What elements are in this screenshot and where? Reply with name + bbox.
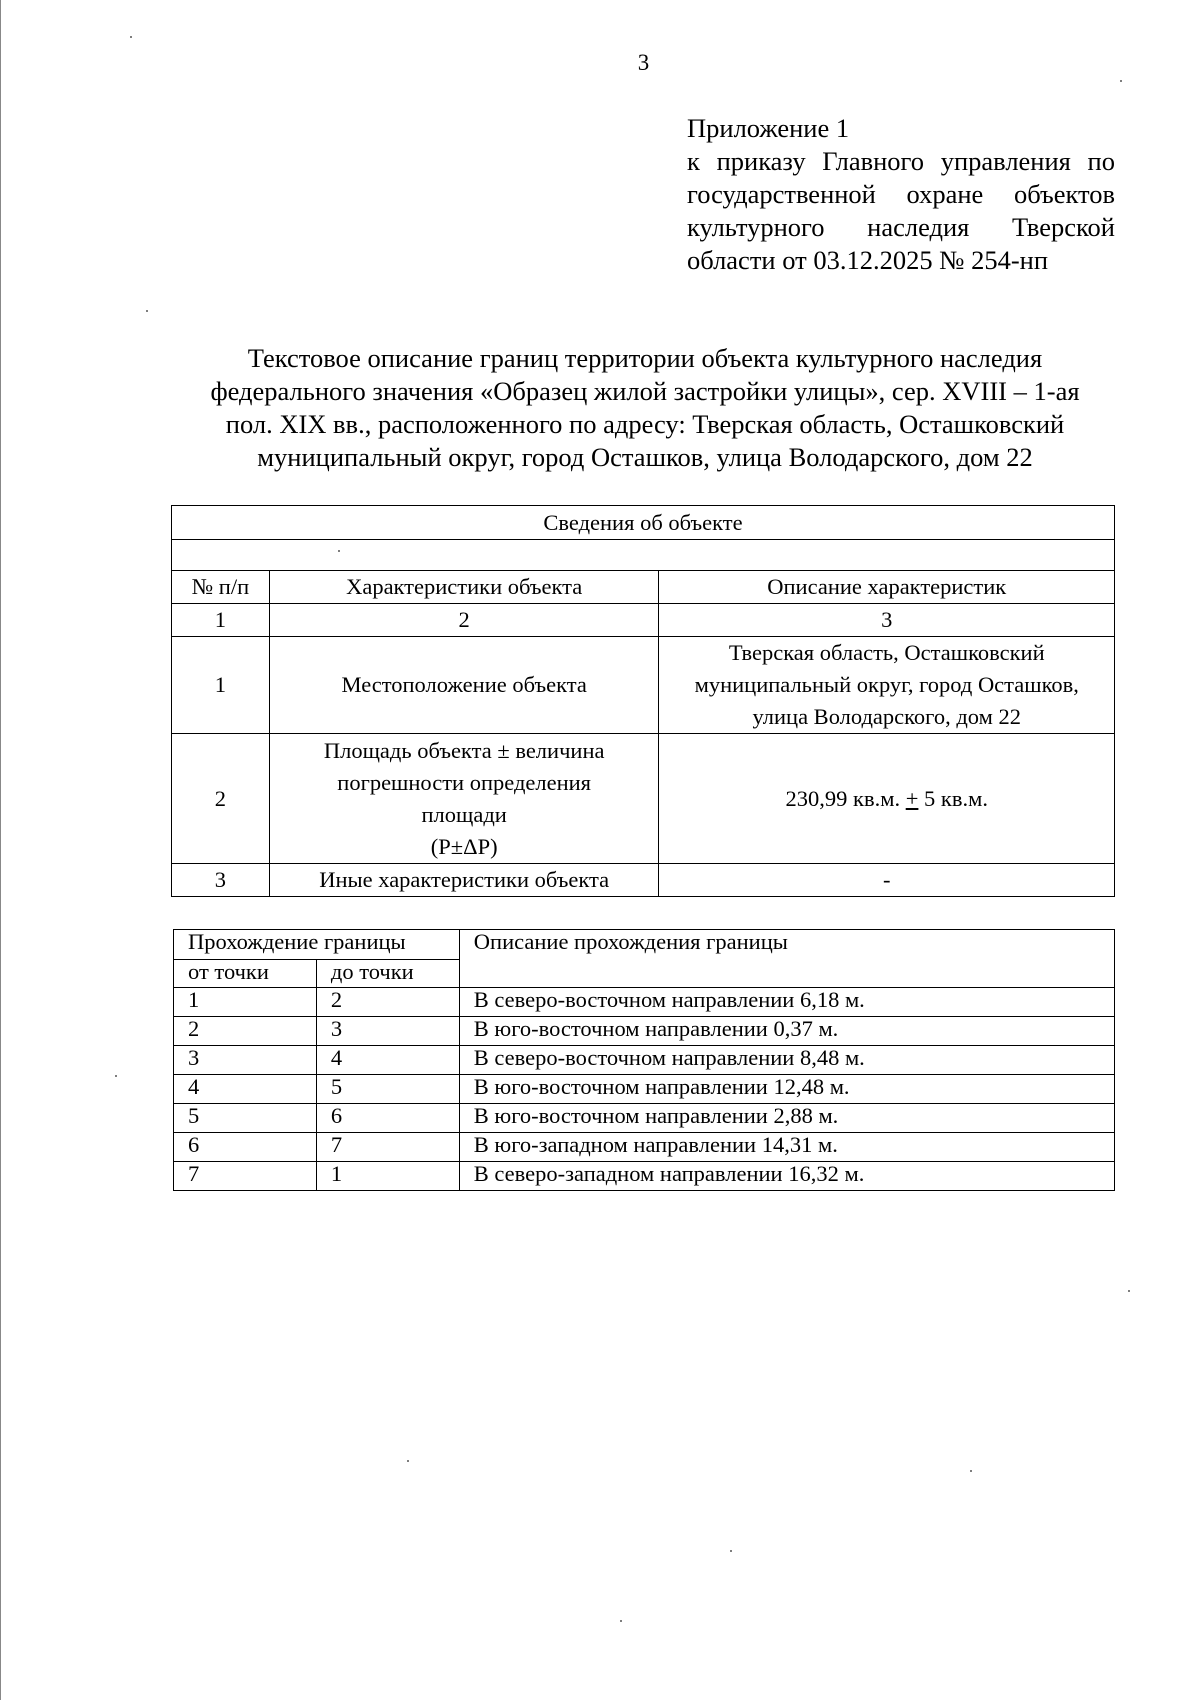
table-row	[174, 988, 1115, 1017]
appendix-line: культурного наследия Тверской	[687, 212, 1115, 242]
row-num: 2	[172, 734, 270, 864]
page-number: 3	[637, 50, 650, 75]
row-num: 1	[172, 637, 270, 734]
boundary-to-header: до точки	[316, 960, 459, 988]
scan-speck	[730, 1550, 732, 1552]
characteristic-line: Иные характеристики объекта	[319, 867, 610, 892]
scan-speck	[1128, 1290, 1130, 1292]
boundary-description: В юго-восточном направлении 2,88 м.	[459, 1104, 1114, 1133]
scan-speck	[970, 1470, 972, 1472]
scan-speck	[620, 1620, 622, 1622]
boundary-description: В северо-западном направлении 16,32 м.	[459, 1162, 1114, 1191]
title-line: Текстовое описание границ территории объекта культурного наследия	[247, 343, 1043, 373]
characteristic-line: погрешности определения	[337, 769, 592, 795]
from-point: 4	[174, 1075, 317, 1104]
title-line: федерального значения «Образец жилой застройки улицы», сер. XVIII – 1-ая	[210, 376, 1080, 406]
row-description	[659, 864, 1115, 897]
row-description	[659, 734, 1115, 864]
document-title	[150, 342, 1140, 474]
scan-speck	[130, 36, 132, 38]
table-row	[172, 734, 1115, 864]
appendix-header	[687, 112, 1115, 277]
table-row	[174, 1104, 1115, 1133]
appendix-line: к приказу Главного управления по	[687, 146, 1115, 176]
description-line: Тверская область, Осташковский	[728, 640, 1045, 665]
title-line: муниципальный округ, город Осташков, улица Володарского, дом 22	[257, 442, 1033, 472]
to-point: 5	[316, 1075, 459, 1104]
column-number: 3	[659, 604, 1115, 637]
characteristic-line: Местоположение объекта	[341, 672, 587, 697]
header-num: № п/п	[172, 571, 270, 604]
description-line: -	[882, 867, 891, 892]
row-characteristic	[269, 637, 659, 734]
from-point: 1	[174, 988, 317, 1017]
from-point: 7	[174, 1162, 317, 1191]
boundary-from-header: от точки	[174, 960, 317, 988]
object-table-caption: Сведения об объекте	[172, 506, 1115, 540]
boundary-desc-header: Описание прохождения границы	[459, 930, 1114, 988]
boundary-table	[173, 929, 1115, 1191]
title-line: пол. XIX вв., расположенного по адресу: Тверская область, Осташковский	[225, 409, 1065, 439]
to-point: 3	[316, 1017, 459, 1046]
description-line: улица Володарского, дом 22	[752, 704, 1021, 729]
characteristic-line: Площадь объекта ± величина	[323, 737, 605, 763]
table-row	[174, 1046, 1115, 1075]
table-row	[174, 1162, 1115, 1191]
boundary-description: В северо-восточном направлении 6,18 м.	[459, 988, 1114, 1017]
table-row	[172, 864, 1115, 897]
scan-speck	[407, 1460, 409, 1462]
to-point: 6	[316, 1104, 459, 1133]
table-row	[174, 1075, 1115, 1104]
header-characteristic: Характеристики объекта	[269, 571, 659, 604]
boundary-group-header: Прохождение границы	[174, 930, 460, 960]
column-number: 2	[269, 604, 659, 637]
characteristic-line: площади	[421, 801, 507, 827]
scan-speck	[338, 550, 340, 552]
boundary-description: В юго-восточном направлении 0,37 м.	[459, 1017, 1114, 1046]
characteristic-line: (Р±ΔР)	[430, 833, 498, 859]
scan-speck	[115, 1075, 117, 1077]
row-num: 3	[172, 864, 270, 897]
to-point: 7	[316, 1133, 459, 1162]
column-number: 1	[172, 604, 270, 637]
row-description	[659, 637, 1115, 734]
to-point: 4	[316, 1046, 459, 1075]
appendix-line: Приложение 1	[687, 113, 850, 143]
boundary-description: В северо-восточном направлении 8,48 м.	[459, 1046, 1114, 1075]
to-point: 2	[316, 988, 459, 1017]
from-point: 5	[174, 1104, 317, 1133]
scan-edge-line	[0, 0, 1, 1700]
appendix-line: государственной охране объектов	[687, 179, 1115, 209]
scan-speck	[146, 310, 148, 312]
from-point: 2	[174, 1017, 317, 1046]
description-line: муниципальный округ, город Осташков,	[694, 672, 1079, 697]
from-point: 6	[174, 1133, 317, 1162]
table-row	[174, 1133, 1115, 1162]
row-characteristic	[269, 864, 659, 897]
header-description: Описание характеристик	[659, 571, 1115, 604]
plus-minus-sign: +	[905, 785, 919, 811]
row-characteristic	[269, 734, 659, 864]
appendix-line: области от 03.12.2025 № 254-нп	[687, 245, 1049, 275]
table-row	[174, 1017, 1115, 1046]
to-point: 1	[316, 1162, 459, 1191]
empty-row	[172, 540, 1115, 571]
boundary-description: В юго-восточном направлении 12,48 м.	[459, 1075, 1114, 1104]
scan-speck	[1120, 80, 1122, 82]
object-info-table	[171, 505, 1115, 897]
boundary-description: В юго-западном направлении 14,31 м.	[459, 1133, 1114, 1162]
area-value: 230,99 кв.м.	[785, 785, 906, 811]
table-row	[172, 637, 1115, 734]
area-tolerance: 5 кв.м.	[918, 785, 988, 811]
from-point: 3	[174, 1046, 317, 1075]
